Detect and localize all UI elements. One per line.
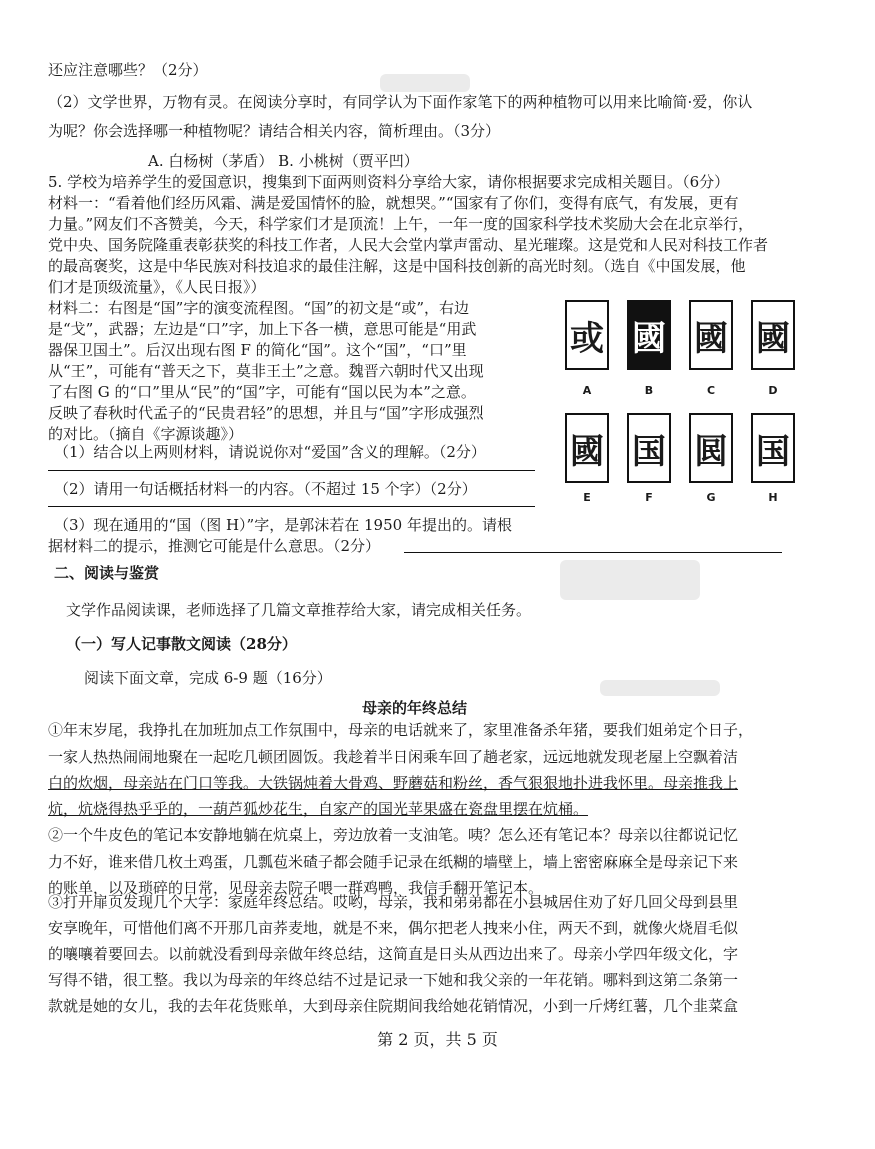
glyph-char: 国 (756, 431, 790, 472)
text-line: 的对比。（摘自《字源谈趣》） (48, 425, 244, 443)
glyph-box (689, 413, 733, 483)
paragraph-line: ③打开扉页发现几个大字：家庭年终总结。哎哟，母亲，我和弟弟都在小县城居住劝了好几回父母到县里 (48, 893, 739, 911)
text-line: 们才是顶级流量》，《人民日报》） (48, 278, 266, 296)
paragraph-line: 一家人热热闹闹地聚在一起吃几顿团圆饭。我趁着半日闲乘车回了趟老家，远远地就发现老屋上空飘着洁 (48, 748, 739, 766)
paragraph-line: 力不好，谁来借几枚土鸡蛋，几瓢苞米碴子都会随手记录在纸糊的墙壁上，墙上密密麻麻全是母亲记下来 (48, 853, 739, 871)
text-line: 了右图 G 的“口”里从“民”的“国”字，可能有“国以民为本”之意。 (48, 383, 476, 401)
glyph-box (689, 300, 733, 370)
paragraph-line: 写得不错，很工整。我以为母亲的年终总结不过是记录一下她和我父亲的一年花销。哪料到这第二条第一 (48, 971, 739, 989)
glyph-label: A (582, 384, 592, 397)
glyph-char: 國 (632, 318, 666, 359)
paragraph-line: ①年末岁尾，我挣扎在加班加点工作氛围中，母亲的电话就来了，家里准备杀年猪，要我们姐弟定个日子， (48, 721, 754, 739)
text-line: 材料一：“看着他们经历风霜、满是爱国情怀的脸，就想哭。”“国家有了你们，变得有底气，有发展，更有 (48, 194, 739, 212)
text-line: 器保卫国土”。后汉出现右图 F 的简化“国”。这个“国”，“口”里 (48, 341, 467, 359)
section-heading: 二、阅读与鉴赏 (54, 564, 160, 582)
scan-smudge (380, 74, 470, 92)
answer-line[interactable] (404, 552, 782, 553)
text-line: 力量。”网友们不吝赞美，今天，科学家们才是顶流！上午，一年一度的国家科学技术奖励大会在北京举行， (48, 215, 754, 233)
paragraph-line: 白的炊烟，母亲站在门口等我。大铁锅炖着大骨鸡、野蘑菇和粉丝，香气狠狠地扑进我怀里。母亲推我上 (48, 774, 739, 792)
text-line: 反映了春秋时代孟子的“民贵君轻”的思想，并且与“国”字形成强烈 (48, 404, 484, 422)
text-line: A. 白杨树（茅盾） B. 小桃树（贾平凹） (148, 152, 419, 170)
glyph-char: 或 (570, 318, 604, 359)
paragraph-line: 的账单，以及琐碎的日常，见母亲去院子喂一群鸡鸭，我信手翻开笔记本。 (48, 879, 544, 897)
text-line: 从“王”，可能有“普天之下，莫非王土”之意。魏晋六朝时代又出现 (48, 362, 484, 380)
text-line: 文学作品阅读课，老师选择了几篇文章推荐给大家，请完成相关任务。 (66, 601, 532, 619)
glyph-char: 國 (756, 318, 790, 359)
text-line: 党中央、国务院隆重表彰获奖的科技工作者，人民大会堂内掌声雷动、星光璀璨。这是党和人民对科技工作者 (48, 236, 769, 254)
sub-question-3: （3）现在通用的“国（图 H）”字，是郭沫若在 1950 年提出的。请根 (54, 516, 512, 534)
answer-line[interactable] (48, 506, 535, 507)
glyph-char: 囻 (694, 431, 728, 472)
text-line: 是“戈”，武器；左边是“口”字，加上下各一横，意思可能是“用武 (48, 320, 477, 338)
text-line: （2）文学世界，万物有灵。在阅读分享时，有同学认为下面作家笔下的两种植物可以用来比喻简·爱，你认 (48, 93, 753, 111)
glyph-label: F (645, 491, 653, 504)
paragraph-line: ②一个牛皮色的笔记本安静地躺在炕桌上，旁边放着一支油笔。咦？怎么还有笔记本？母亲以往都说记忆 (48, 826, 739, 844)
character-evolution-figure (565, 300, 797, 505)
article-title: 母亲的年终总结 (362, 699, 468, 717)
question-5-header: 5. 学校为培养学生的爱国意识，搜集到下面两则资料分享给大家，请你根据要求完成相关题目。（6分） (48, 173, 730, 191)
text-line: 阅读下面文章，完成 6-9 题（16分） (84, 669, 332, 687)
glyph-box (565, 300, 609, 370)
text-line: 的最高褒奖，这是中华民族对科技追求的最佳注解，这是中国科技创新的高光时刻。（选自《中国发展，他 (48, 257, 746, 275)
paragraph-line: 款就是她的女儿，我的去年花货账单，大到母亲住院期间我给她花销情况，小到一斤烤红薯，几个韭菜盒 (48, 997, 739, 1015)
glyph-box (751, 300, 795, 370)
paragraph-line: 炕，炕烧得热乎乎的，一葫芦狐炒花生，自家产的国光苹果盛在瓷盘里摆在炕桶。 (48, 800, 589, 818)
glyph-box (627, 300, 671, 370)
glyph-char: 国 (632, 431, 666, 472)
answer-line[interactable] (48, 470, 535, 471)
glyph-box (627, 413, 671, 483)
glyph-label: C (706, 384, 716, 397)
glyph-box (565, 413, 609, 483)
text-line: 还应注意哪些？（2分） (48, 61, 208, 79)
glyph-label: H (768, 491, 778, 504)
scan-smudge (560, 560, 700, 600)
glyph-label: E (583, 491, 591, 504)
text-line: 据材料二的提示，推测它可能是什么意思。（2分） (48, 537, 381, 555)
page-footer: 第 2 页，共 5 页 (377, 1030, 498, 1049)
subsection-heading: （一）写人记事散文阅读（28分） (66, 635, 297, 653)
scan-smudge (600, 680, 720, 696)
glyph-label: G (706, 491, 716, 504)
sub-question-1: （1）结合以上两则材料，请说说你对“爱国”含义的理解。（2分） (54, 443, 486, 461)
glyph-label: D (768, 384, 778, 397)
paragraph-line: 安享晚年，可惜他们离不开那几亩荞麦地，就是不来，偶尔把老人拽来小住，两天不到，就像火烧眉毛似 (48, 919, 739, 937)
glyph-box (751, 413, 795, 483)
text-line: 材料二：右图是“国”字的演变流程图。“国”的初文是“或”，右边 (48, 299, 470, 317)
glyph-label: B (644, 384, 654, 397)
glyph-char: 國 (694, 318, 728, 359)
sub-question-2: （2）请用一句话概括材料一的内容。（不超过 15 个字）（2分） (54, 480, 477, 498)
paragraph-line: 的嚷嚷着要回去。以前就没看到母亲做年终总结，这简直是日头从西边出来了。母亲小学四年级文化，字 (48, 945, 739, 963)
text-line: 为呢？你会选择哪一种植物呢？请结合相关内容，简析理由。（3分） (48, 122, 501, 140)
glyph-char: 國 (570, 431, 604, 472)
